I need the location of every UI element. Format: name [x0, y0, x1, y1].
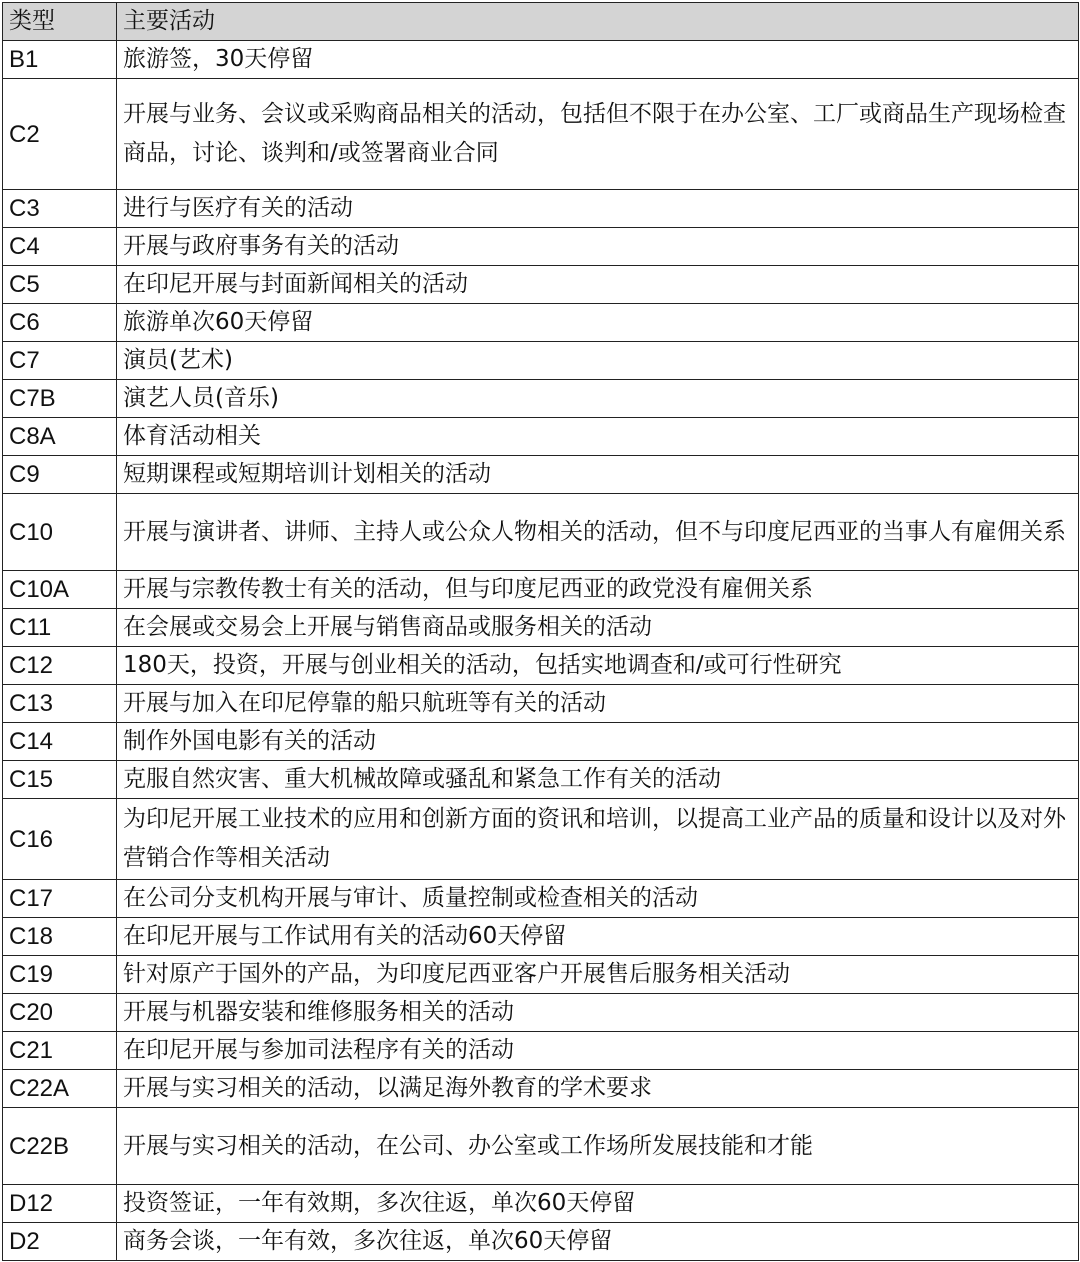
visa-type-cell: C6	[3, 304, 117, 342]
activity-cell: 开展与政府事务有关的活动	[117, 228, 1079, 266]
visa-type-cell: C5	[3, 266, 117, 304]
visa-type-cell: C7	[3, 342, 117, 380]
activity-cell: 为印尼开展工业技术的应用和创新方面的资讯和培训，以提高工业产品的质量和设计以及对外营销合作等相关活动	[117, 799, 1079, 880]
table-row	[3, 994, 1079, 1032]
activity-cell: 投资签证，一年有效期，多次往返，单次60天停留	[117, 1185, 1079, 1223]
activity-cell: 开展与实习相关的活动，在公司、办公室或工作场所发展技能和才能	[117, 1108, 1079, 1185]
table-row	[3, 304, 1079, 342]
table-row	[3, 456, 1079, 494]
activity-cell: 在公司分支机构开展与审计、质量控制或检查相关的活动	[117, 880, 1079, 918]
table-row	[3, 918, 1079, 956]
visa-type-cell: C8A	[3, 418, 117, 456]
activity-cell: 旅游单次60天停留	[117, 304, 1079, 342]
activity-cell: 商务会谈，一年有效，多次往返，单次60天停留	[117, 1223, 1079, 1261]
table-row	[3, 571, 1079, 609]
activity-cell: 进行与医疗有关的活动	[117, 190, 1079, 228]
visa-type-cell: C19	[3, 956, 117, 994]
activity-cell: 在印尼开展与工作试用有关的活动60天停留	[117, 918, 1079, 956]
visa-type-cell: C13	[3, 685, 117, 723]
table-row	[3, 494, 1079, 571]
activity-cell: 针对原产于国外的产品，为印度尼西亚客户开展售后服务相关活动	[117, 956, 1079, 994]
table-row	[3, 799, 1079, 880]
table-header-row	[3, 3, 1079, 41]
table-row	[3, 1032, 1079, 1070]
visa-types-table	[2, 2, 1079, 1261]
table-row	[3, 266, 1079, 304]
visa-type-cell: C2	[3, 79, 117, 190]
table-row	[3, 1223, 1079, 1261]
visa-type-cell: C15	[3, 761, 117, 799]
table-row	[3, 418, 1079, 456]
activity-cell: 开展与业务、会议或采购商品相关的活动，包括但不限于在办公室、工厂或商品生产现场检查商品，讨论、谈判和/或签署商业合同	[117, 79, 1079, 190]
activity-cell: 旅游签，30天停留	[117, 41, 1079, 79]
table-row	[3, 41, 1079, 79]
visa-type-cell: C9	[3, 456, 117, 494]
visa-type-cell: C21	[3, 1032, 117, 1070]
activity-cell: 克服自然灾害、重大机械故障或骚乱和紧急工作有关的活动	[117, 761, 1079, 799]
table-row	[3, 723, 1079, 761]
visa-type-cell: C22A	[3, 1070, 117, 1108]
table-row	[3, 1108, 1079, 1185]
activity-cell: 演员(艺术)	[117, 342, 1079, 380]
column-header-activity: 主要活动	[117, 3, 1079, 41]
activity-cell: 在会展或交易会上开展与销售商品或服务相关的活动	[117, 609, 1079, 647]
visa-type-cell: C20	[3, 994, 117, 1032]
table-row	[3, 79, 1079, 190]
visa-type-cell: C10A	[3, 571, 117, 609]
activity-cell: 体育活动相关	[117, 418, 1079, 456]
visa-type-cell: C17	[3, 880, 117, 918]
visa-type-cell: C3	[3, 190, 117, 228]
activity-cell: 短期课程或短期培训计划相关的活动	[117, 456, 1079, 494]
visa-type-cell: C16	[3, 799, 117, 880]
table-row	[3, 956, 1079, 994]
activity-cell: 开展与加入在印尼停靠的船只航班等有关的活动	[117, 685, 1079, 723]
activity-cell: 180天，投资，开展与创业相关的活动，包括实地调查和/或可行性研究	[117, 647, 1079, 685]
table-row	[3, 190, 1079, 228]
visa-type-cell: C14	[3, 723, 117, 761]
activity-cell: 开展与宗教传教士有关的活动，但与印度尼西亚的政党没有雇佣关系	[117, 571, 1079, 609]
visa-type-cell: C4	[3, 228, 117, 266]
visa-type-cell: C10	[3, 494, 117, 571]
table-row	[3, 342, 1079, 380]
table-row	[3, 380, 1079, 418]
visa-type-cell: D12	[3, 1185, 117, 1223]
table-row	[3, 685, 1079, 723]
table-row	[3, 647, 1079, 685]
activity-cell: 开展与演讲者、讲师、主持人或公众人物相关的活动，但不与印度尼西亚的当事人有雇佣关系	[117, 494, 1079, 571]
visa-type-cell: C22B	[3, 1108, 117, 1185]
table-row	[3, 609, 1079, 647]
table-row	[3, 1185, 1079, 1223]
visa-type-cell: B1	[3, 41, 117, 79]
table-row	[3, 1070, 1079, 1108]
visa-type-cell: D2	[3, 1223, 117, 1261]
visa-type-cell: C7B	[3, 380, 117, 418]
table-row	[3, 228, 1079, 266]
visa-type-cell: C12	[3, 647, 117, 685]
visa-type-cell: C11	[3, 609, 117, 647]
activity-cell: 在印尼开展与参加司法程序有关的活动	[117, 1032, 1079, 1070]
activity-cell: 开展与机器安装和维修服务相关的活动	[117, 994, 1079, 1032]
activity-cell: 开展与实习相关的活动，以满足海外教育的学术要求	[117, 1070, 1079, 1108]
activity-cell: 在印尼开展与封面新闻相关的活动	[117, 266, 1079, 304]
activity-cell: 演艺人员(音乐)	[117, 380, 1079, 418]
table-row	[3, 880, 1079, 918]
table-row	[3, 761, 1079, 799]
visa-type-cell: C18	[3, 918, 117, 956]
column-header-type: 类型	[3, 3, 117, 41]
activity-cell: 制作外国电影有关的活动	[117, 723, 1079, 761]
